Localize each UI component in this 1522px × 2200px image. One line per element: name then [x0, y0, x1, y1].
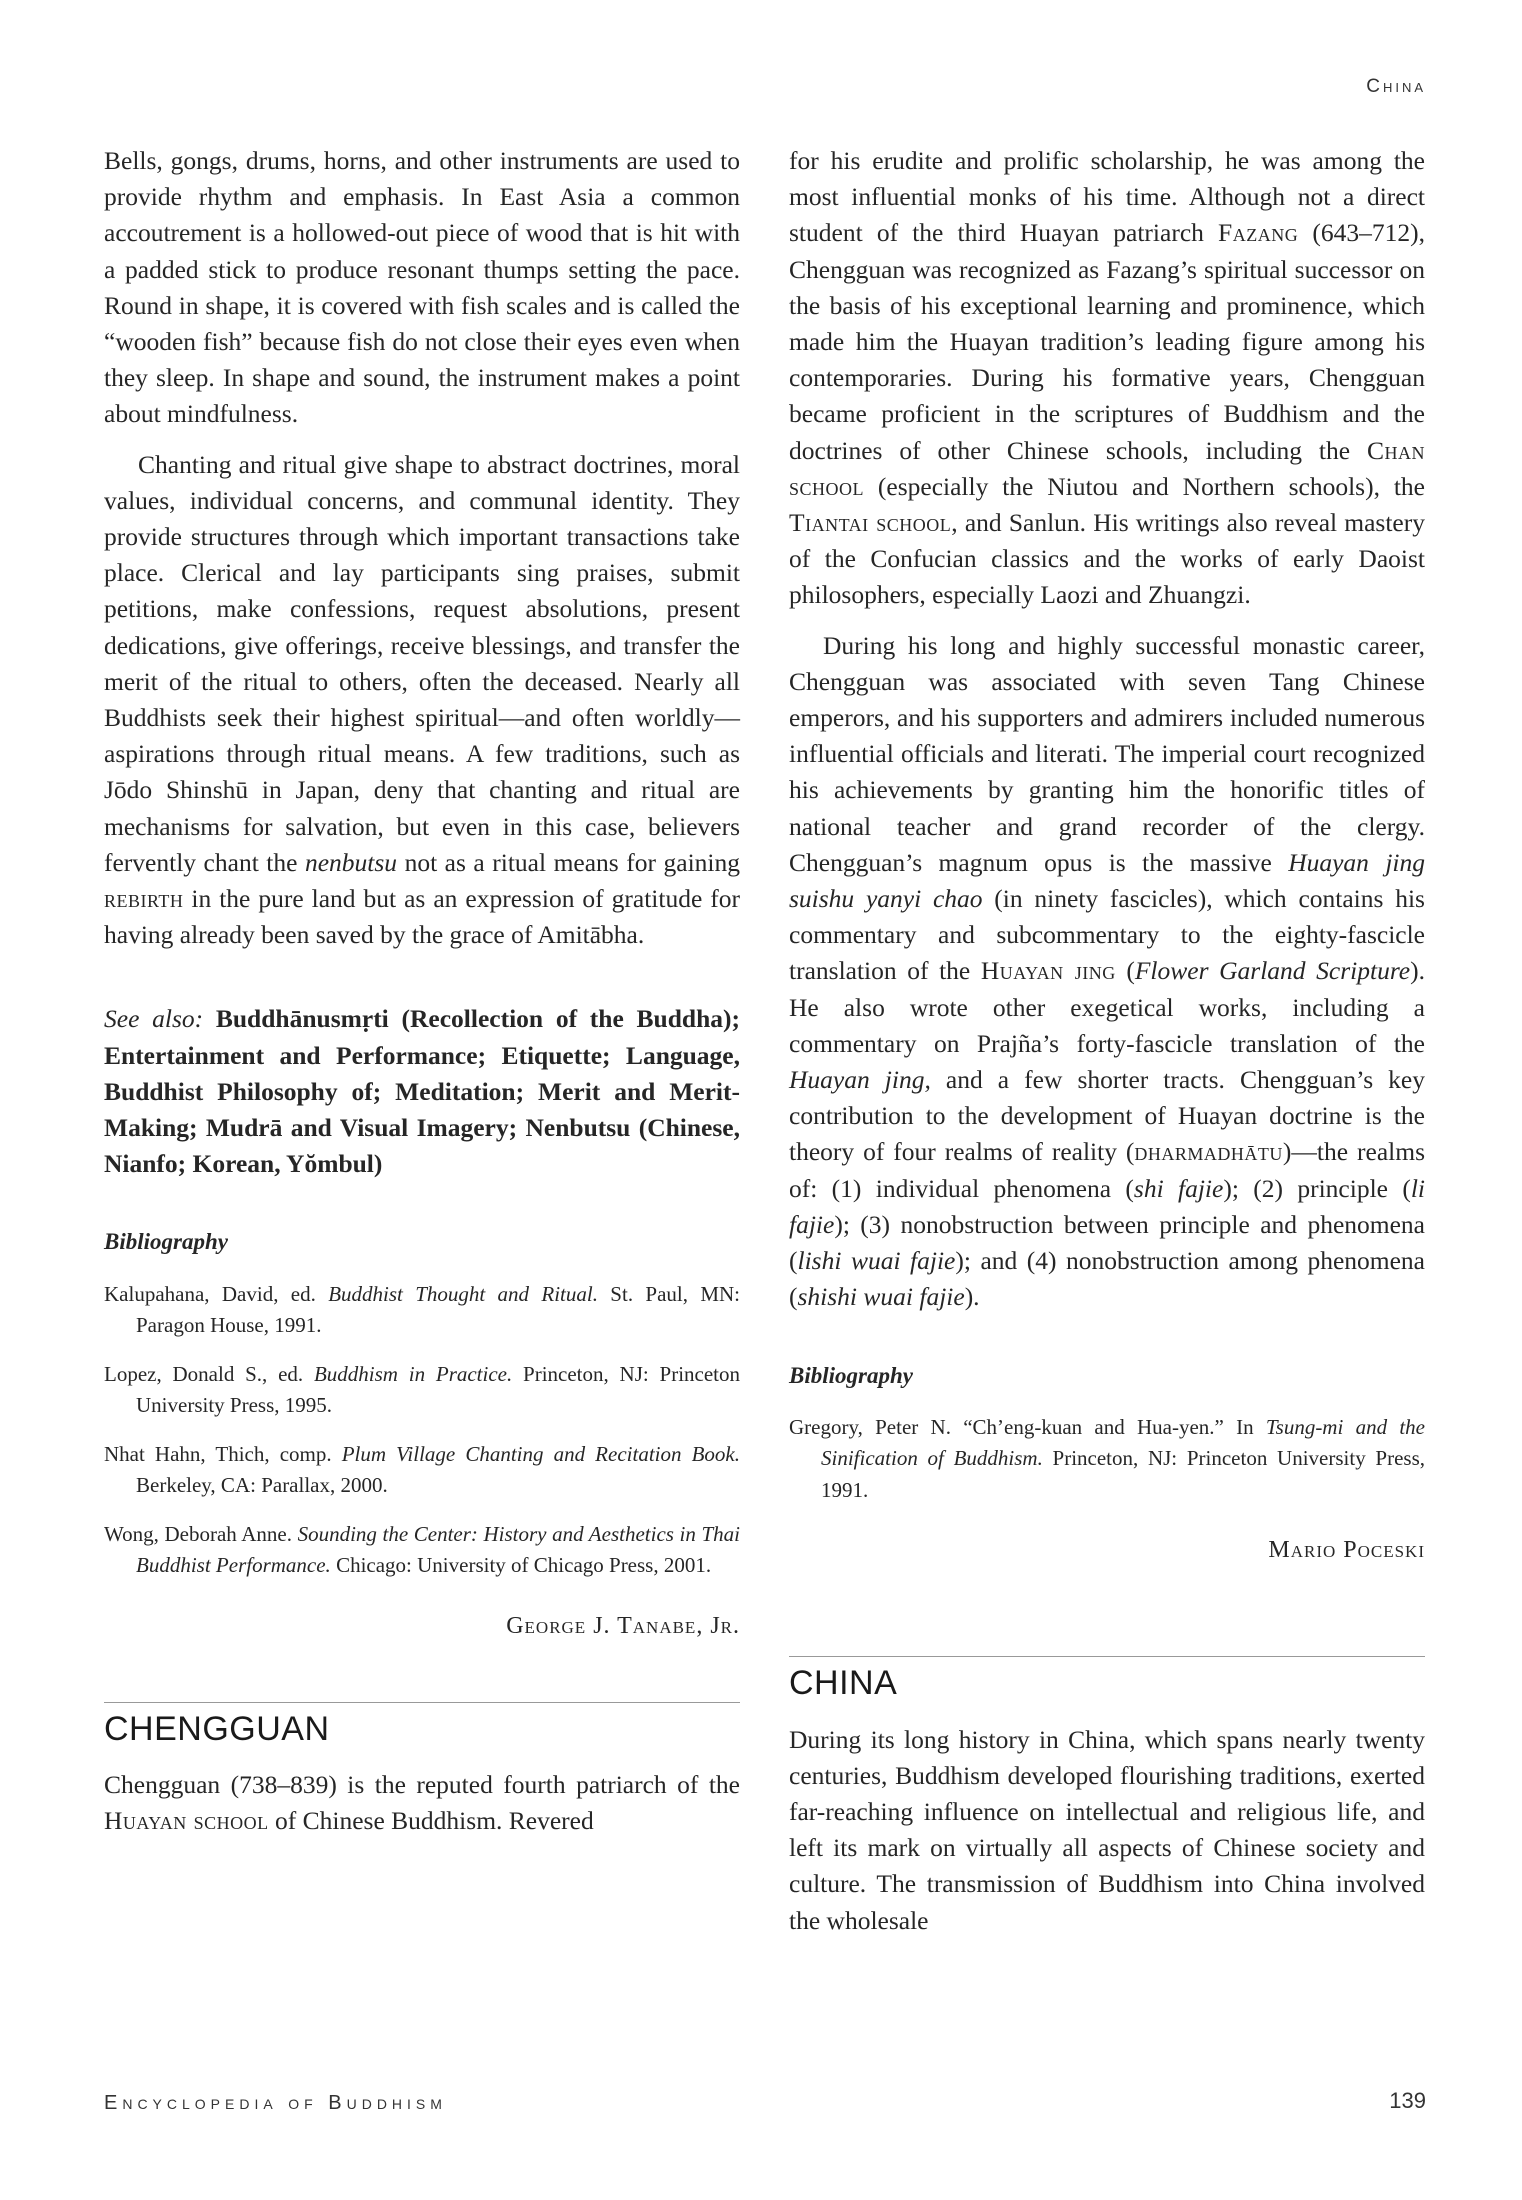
see-also-links[interactable]: Buddhānusmṛti (Recollection of the Buddha); Entertainment and Performance; Etiquette; Language, Buddhist Philosophy of; Meditation; Merit and Merit-Making; Mudrā and Visual Imagery; Nenbutsu (Chinese, Nianfo; Korean, Yŏmbul) — [104, 1004, 740, 1179]
bibliography-entry — [104, 1279, 740, 1342]
running-head: China — [1366, 76, 1426, 97]
paragraph-chanting — [104, 447, 740, 954]
right-column — [789, 143, 1425, 1939]
bibliography-entry — [104, 1439, 740, 1502]
bibliography-list — [104, 1279, 740, 1582]
term: li fajie — [789, 1173, 1425, 1239]
xref-fazang[interactable]: Fazang — [1218, 218, 1299, 248]
paragraph-chengguan-career — [789, 628, 1425, 1316]
bibliography-entry — [104, 1519, 740, 1582]
work-title: Plum Village Chanting and Recitation Book. — [341, 1441, 740, 1466]
text: Chicago: University of Chicago Press, 2001. — [330, 1553, 712, 1578]
text: of Chinese Buddhism. Revered — [268, 1806, 594, 1836]
see-also — [104, 1001, 740, 1182]
work-title: Huayan jing suishu yanyi chao — [789, 847, 1425, 914]
paragraph-instruments: Bells, gongs, drums, horns, and other instruments are used to provide rhythm and emphasis. In East Asia a common accoutrement is a hollowed-out piece of wood that is hit with a padded stick to produce resonant thumps setting the pace. Round in shape, it is covered with fish scales and is called the “wooden fish” because fish do not close their eyes even when they sleep. In shape and sound, the instrument makes a point about mindfulness. — [104, 146, 740, 429]
text: in the pure land but as an expression of gratitude for having already been saved by the grace of Amitābha. — [104, 884, 740, 950]
text: Chengguan (738–839) is the reputed fourth patriarch of the — [104, 1770, 740, 1800]
xref-huayan-jing[interactable]: Huayan jing — [980, 956, 1116, 986]
xref-dharmadhatu[interactable]: dharmadhātu — [1134, 1137, 1283, 1167]
text: ( — [1115, 956, 1135, 986]
text: ); (3) nonobstruction between principle and phenomena ( — [789, 1209, 1425, 1276]
bibliography-heading: Bibliography — [104, 1229, 228, 1255]
text: not as a ritual means for gaining — [397, 847, 740, 877]
text: for his erudite and prolific scholarship, he was among the most influential monks of his time. Although not a direct student of the third Huayan patriarch — [789, 146, 1425, 248]
author-byline: George J. Tanabe, Jr. — [506, 1612, 740, 1639]
section-title-china: CHINA — [789, 1664, 898, 1703]
footer-book-title: Encyclopedia of Buddhism — [104, 2092, 447, 2114]
bibliography-list — [789, 1412, 1425, 1507]
text: Nhat Hahn, Thich, comp. — [104, 1441, 342, 1466]
text: Chanting and ritual give shape to abstract doctrines, moral values, individual concerns, and communal identity. They provide structures through which important transactions take place. Clerical and lay participants sing praises, submit petitions, make confessions, request absolutions, present dedications, give offerings, receive blessings, and transfer the merit of the ritual to others, often the deceased. Nearly all Buddhists seek their highest spiritual—and often worldly—aspirations through ritual means. A few traditions, such as Jōdo Shinshū in Japan, deny that chanting and ritual are mechanisms for salvation, but even in this case, believers fervently chant the — [104, 449, 740, 877]
text: Princeton, NJ: Princeton University Press, 1995. — [136, 1361, 741, 1418]
work-title: Buddhism in Practice. — [313, 1361, 513, 1386]
text: ). — [964, 1282, 980, 1312]
bibliography-heading: Bibliography — [789, 1362, 913, 1388]
term: lishi wuai fajie — [797, 1246, 956, 1276]
work-title: Tsung-mi and the Sinification of Buddhism. — [821, 1414, 1425, 1471]
work-title: Buddhist Thought and Ritual. — [328, 1281, 598, 1306]
text: ); and (4) nonobstruction among phenomena ( — [789, 1246, 1425, 1312]
work-title: Huayan jing, — [789, 1065, 931, 1095]
text: Kalupahana, David, ed. — [104, 1281, 329, 1306]
section-divider — [789, 1656, 1425, 1657]
text: St. Paul, MN: Paragon House, 1991. — [136, 1281, 740, 1338]
work-title: Sounding the Center: History and Aesthetics in Thai Buddhist Performance. — [136, 1521, 740, 1578]
text: (643–712), Chengguan was recognized as Fazang’s spiritual successor on the basis of his exceptional learning and prominence, which made him the Huayan tradition’s leading figure among his contemporaries. During his formative years, Chengguan became proficient in the scriptures of Buddhism and the doctrines of other Chinese schools, including the — [789, 218, 1425, 465]
text: During his long and highly successful monastic career, Chengguan was associated with seven Tang Chinese emperors, and his supporters and admirers included numerous influential officials and literati. The imperial court recognized his achievements by granting him the honorific titles of national teacher and grand recorder of the clergy. Chengguan’s magnum opus is the massive — [789, 630, 1425, 877]
text: ); (2) principle ( — [1223, 1173, 1411, 1203]
xref-huayan-school[interactable]: Huayan school — [104, 1806, 269, 1836]
author-byline: Mario Poceski — [1268, 1537, 1425, 1564]
term: shishi wuai fajie — [797, 1282, 965, 1312]
left-column — [104, 143, 740, 1840]
text: Wong, Deborah Anne. — [104, 1521, 298, 1546]
paragraph-chengguan-intro — [104, 1767, 740, 1839]
text: Princeton, NJ: Princeton University Press, 1991. — [821, 1446, 1425, 1502]
text: Gregory, Peter N. “Ch’eng-kuan and Hua-yen.” In — [789, 1414, 1266, 1439]
text: and a few shorter tracts. Chengguan’s key contribution to the development of Huayan doctrine is the theory of four realms of reality ( — [789, 1065, 1425, 1167]
page-number: 139 — [1389, 2088, 1426, 2113]
term-nenbutsu: nenbutsu — [304, 847, 398, 877]
work-title: Flower Garland Scripture — [1134, 956, 1411, 986]
xref-rebirth[interactable]: rebirth — [104, 884, 184, 914]
text: Berkeley, CA: Parallax, 2000. — [136, 1473, 388, 1498]
term: shi fajie — [1133, 1173, 1224, 1203]
section-divider — [104, 1702, 740, 1703]
xref-tiantai-school[interactable]: Tiantai school — [789, 508, 952, 538]
see-also-label: See also: — [104, 1004, 204, 1034]
text: , and Sanlun. His writings also reveal mastery of the Confucian classics and the works of early Daoist philosophers, especially Laozi and Zhuangzi. — [789, 508, 1425, 610]
text: )—the realms of: (1) individual phenomena ( — [789, 1137, 1425, 1203]
bibliography-entry — [104, 1359, 740, 1422]
text: Lopez, Donald S., ed. — [104, 1361, 314, 1386]
xref-chan-school[interactable]: Chan school — [789, 435, 1425, 501]
text: ). He also wrote other exegetical works, including a commentary on Prajña’s forty-fascicle translation of the — [789, 956, 1425, 1058]
bibliography-entry — [789, 1412, 1425, 1507]
text: (especially the Niutou and Northern schools), the — [864, 471, 1425, 501]
paragraph-chengguan-learning — [789, 143, 1425, 614]
paragraph-china-intro: During its long history in China, which spans nearly twenty centuries, Buddhism developed flourishing traditions, exerted far-reaching influence on intellectual and religious life, and left its mark on virtually all aspects of Chinese society and culture. The transmission of Buddhism into China involved the wholesale — [789, 1724, 1425, 1935]
section-title-chengguan: CHENGGUAN — [104, 1709, 330, 1748]
text: (in ninety fascicles), which contains his commentary and subcommentary to the eighty-fascicle translation of the — [789, 884, 1425, 986]
